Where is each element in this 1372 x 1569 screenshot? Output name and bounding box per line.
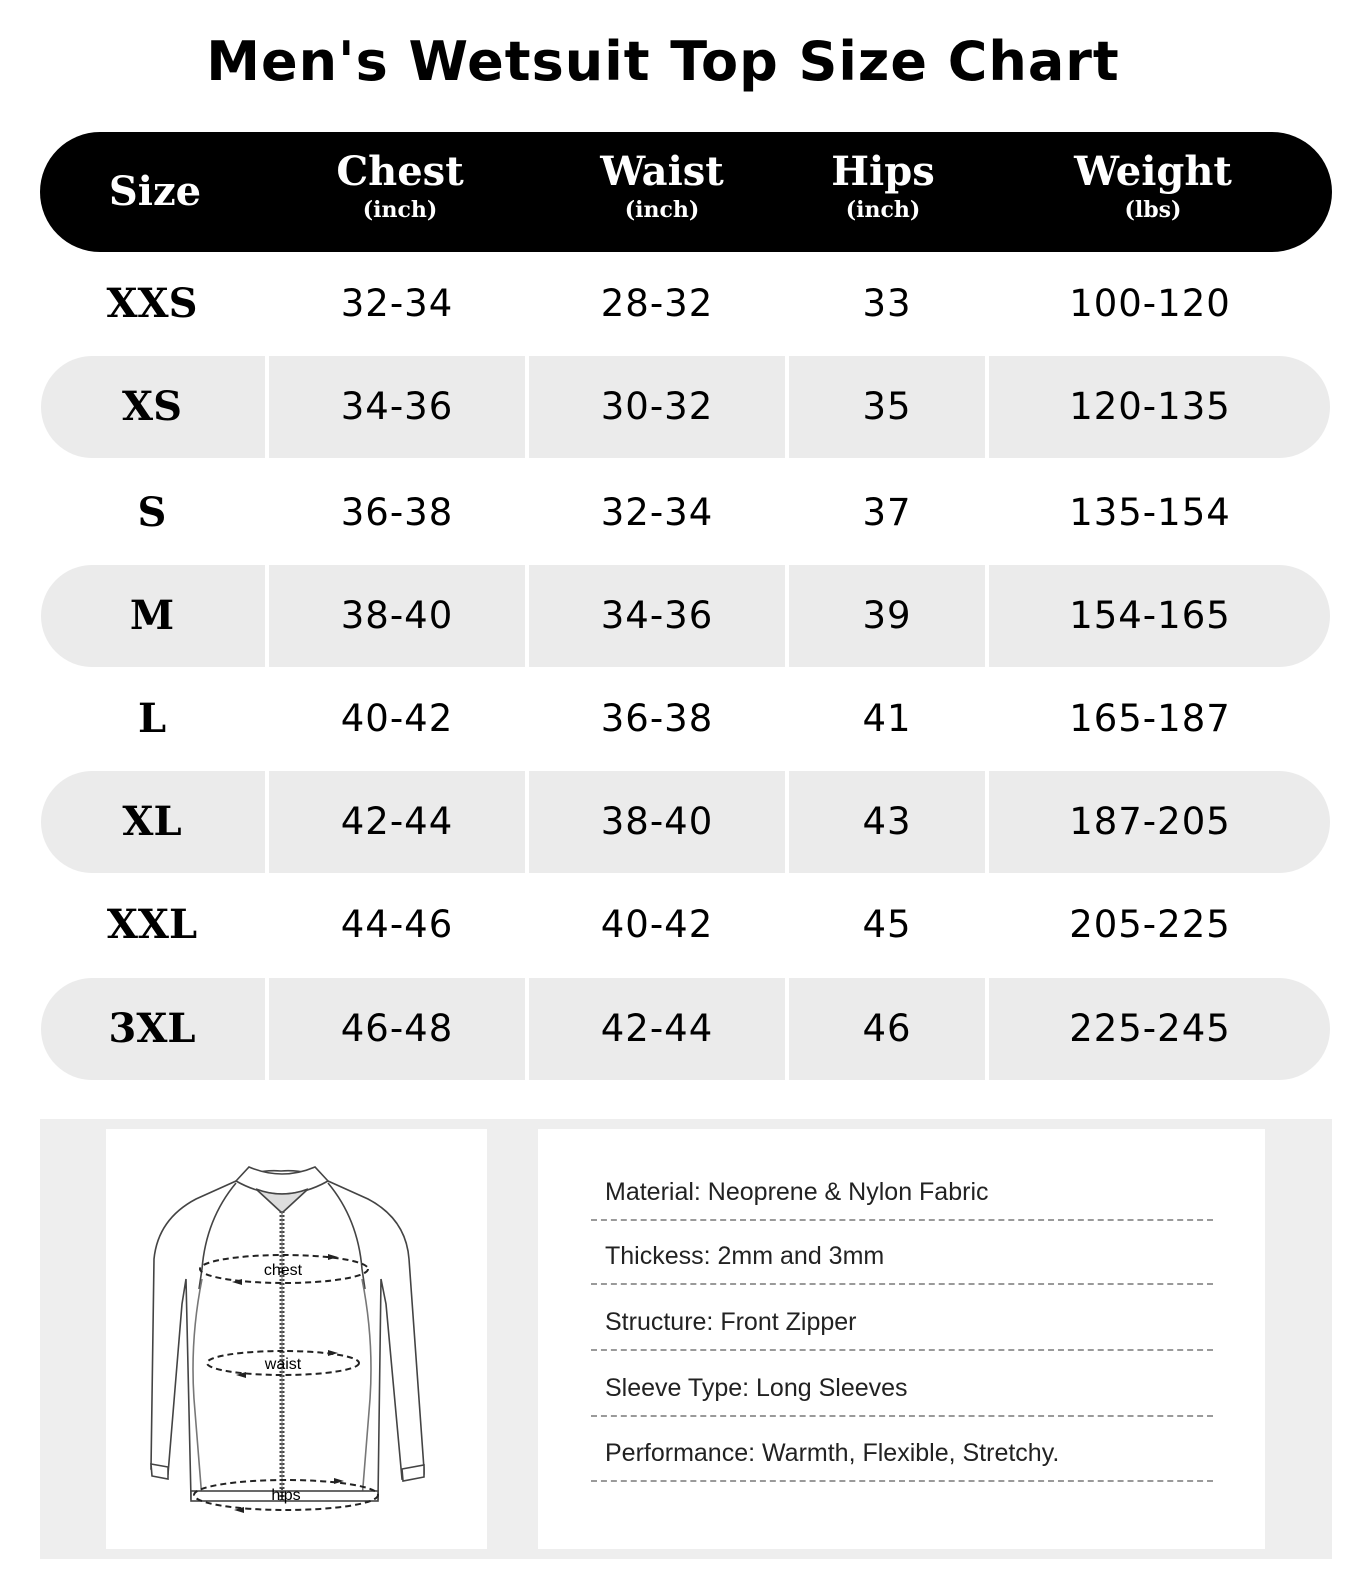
waist-label: waist bbox=[264, 1356, 302, 1373]
hips-cell: 43 bbox=[862, 800, 912, 843]
column-header-chest bbox=[272, 132, 528, 252]
spec-material: Material: Neoprene & Nylon Fabric bbox=[591, 1163, 1213, 1221]
column-header-weight bbox=[988, 132, 1318, 252]
hips-label: hips bbox=[271, 1487, 301, 1504]
column-name: Chest bbox=[336, 148, 464, 195]
chest-cell: 40-42 bbox=[340, 697, 454, 740]
column-unit: (inch) bbox=[845, 197, 921, 223]
table-row bbox=[40, 668, 1332, 770]
column-name: Size bbox=[108, 168, 202, 215]
chest-cell: 46-48 bbox=[340, 1007, 454, 1050]
waist-cell: 30-32 bbox=[600, 385, 714, 428]
chest-cell: 38-40 bbox=[340, 594, 454, 637]
hips-cell: 33 bbox=[862, 282, 912, 325]
waist-cell: 42-44 bbox=[600, 1007, 714, 1050]
hips-cell: 35 bbox=[862, 385, 912, 428]
weight-cell: 187-205 bbox=[1069, 800, 1231, 843]
measurement-diagram bbox=[106, 1129, 487, 1549]
column-name: Waist bbox=[600, 148, 724, 195]
column-unit: (inch) bbox=[624, 197, 700, 223]
waist-cell: 32-34 bbox=[600, 491, 714, 534]
size-cell: 3XL bbox=[108, 1005, 196, 1052]
column-header-hips bbox=[788, 132, 978, 252]
column-unit: (lbs) bbox=[1124, 197, 1182, 223]
table-row bbox=[40, 771, 1332, 873]
table-row bbox=[40, 462, 1332, 564]
hips-cell: 37 bbox=[862, 491, 912, 534]
size-cell: XXL bbox=[106, 901, 198, 948]
table-row bbox=[40, 874, 1332, 976]
column-header-waist bbox=[534, 132, 790, 252]
weight-cell: 135-154 bbox=[1069, 491, 1231, 534]
weight-cell: 154-165 bbox=[1069, 594, 1231, 637]
table-row bbox=[40, 978, 1332, 1080]
spec-structure: Structure: Front Zipper bbox=[591, 1293, 1213, 1351]
size-cell: S bbox=[137, 489, 167, 536]
size-cell: XXS bbox=[106, 280, 198, 327]
table-row bbox=[40, 565, 1332, 667]
size-cell: XL bbox=[122, 798, 182, 845]
spec-performance: Performance: Warmth, Flexible, Stretchy. bbox=[591, 1424, 1213, 1482]
hips-cell: 41 bbox=[862, 697, 912, 740]
table-header bbox=[40, 132, 1332, 252]
size-cell: M bbox=[129, 592, 175, 639]
chest-cell: 32-34 bbox=[340, 282, 454, 325]
waist-cell: 40-42 bbox=[600, 903, 714, 946]
column-name: Weight bbox=[1074, 148, 1232, 195]
spec-sleeve-type: Sleeve Type: Long Sleeves bbox=[591, 1359, 1213, 1417]
size-cell: L bbox=[137, 695, 167, 742]
waist-cell: 28-32 bbox=[600, 282, 714, 325]
product-info-panel bbox=[40, 1119, 1332, 1559]
specifications-box bbox=[538, 1129, 1265, 1549]
chest-cell: 36-38 bbox=[340, 491, 454, 534]
chest-label: chest bbox=[263, 1262, 303, 1279]
weight-cell: 205-225 bbox=[1069, 903, 1231, 946]
weight-cell: 120-135 bbox=[1069, 385, 1231, 428]
waist-cell: 36-38 bbox=[600, 697, 714, 740]
chest-cell: 42-44 bbox=[340, 800, 454, 843]
table-row bbox=[40, 356, 1332, 458]
size-cell: XS bbox=[122, 383, 182, 430]
hips-cell: 45 bbox=[862, 903, 912, 946]
hips-cell: 39 bbox=[862, 594, 912, 637]
chest-cell: 34-36 bbox=[340, 385, 454, 428]
column-unit: (inch) bbox=[362, 197, 438, 223]
page-title: Men's Wetsuit Top Size Chart bbox=[206, 30, 1120, 93]
wetsuit-top-illustration bbox=[106, 1129, 487, 1549]
weight-cell: 165-187 bbox=[1069, 697, 1231, 740]
hips-cell: 46 bbox=[862, 1007, 912, 1050]
weight-cell: 100-120 bbox=[1069, 282, 1231, 325]
column-name: Hips bbox=[831, 148, 935, 195]
column-header-size bbox=[50, 132, 260, 252]
weight-cell: 225-245 bbox=[1069, 1007, 1231, 1050]
waist-cell: 38-40 bbox=[600, 800, 714, 843]
waist-cell: 34-36 bbox=[600, 594, 714, 637]
spec-thickness: Thickess: 2mm and 3mm bbox=[591, 1227, 1213, 1285]
chest-cell: 44-46 bbox=[340, 903, 454, 946]
table-row bbox=[40, 253, 1332, 355]
